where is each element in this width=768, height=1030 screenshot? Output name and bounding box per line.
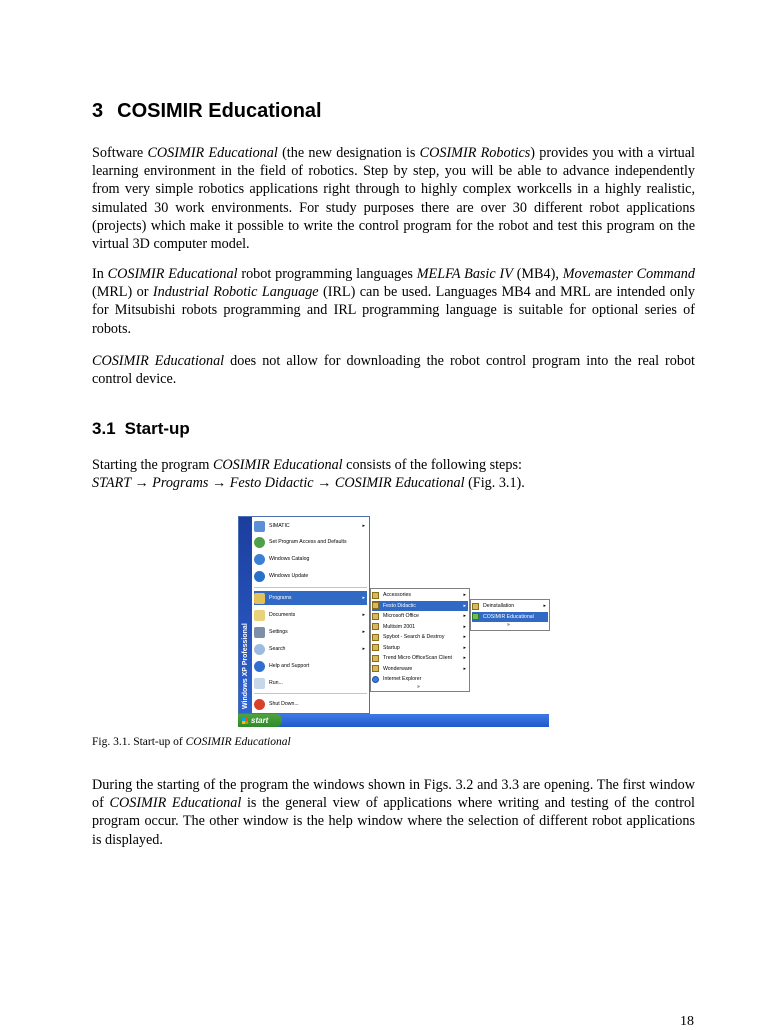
search-icon [254,644,265,655]
paragraph-languages: In COSIMIR Educational robot programming languages MELFA Basic IV (MB4), Movemaster Command (MRL) or Industrial Robotic Language (IRL) can be used. Languages MB4 and MRL are intended only for Mitsubishi robots programming and IRL programming language is suitable for optional series of robots. [92,266,695,337]
figure-start-menu [238,516,549,727]
more-chevron-icon[interactable]: » [417,684,420,690]
simatic-icon [254,521,265,532]
start-menu-items [252,517,369,713]
paragraph-download: COSIMIR Educational does not allow for downloading the robot control program into the real robot control device. [92,353,695,388]
settings-icon [254,627,265,638]
start-menu-item-windows-update[interactable]: Windows Update [254,569,367,583]
folder-icon [372,644,379,651]
programs-item-accessories[interactable]: Accessories ▸ [372,590,468,601]
start-menu-item-search[interactable]: Search ▸ [254,642,367,656]
folder-icon [372,655,379,662]
start-menu-item-run[interactable]: Run... [254,676,367,690]
cosimir-app-icon [472,613,479,620]
catalog-icon [254,554,265,565]
menu-divider [254,587,367,588]
run-icon [254,678,265,689]
folder-icon [372,665,379,672]
programs-item-startup[interactable]: Startup ▸ [372,643,468,654]
paragraph-windows: During the starting of the program the windows shown in Figs. 3.2 and 3.3 are opening. The first window of COSIMIR Educational is the general view of applications where writing and testing of the control program occur. The other window is the help window where the selection of different robot applications is displayed. [92,777,695,848]
start-menu-item-windows-catalog[interactable]: Windows Catalog [254,552,367,566]
start-menu-item-program-access[interactable]: Set Program Access and Defaults [254,535,367,549]
internet-explorer-icon [372,676,379,683]
programs-icon [254,593,265,604]
programs-submenu [370,588,470,692]
programs-item-festo-didactic[interactable]: Festo Didactic ▸ [372,601,468,612]
help-icon [254,661,265,672]
festo-submenu [470,599,550,631]
programs-item-spybot[interactable]: Spybot - Search & Destroy ▸ [372,632,468,643]
documents-icon [254,610,265,621]
folder-icon [372,602,379,609]
windows-logo-icon [242,718,248,724]
folder-icon [372,592,379,599]
more-chevron-icon[interactable]: » [507,622,510,628]
programs-item-trend-micro[interactable]: Trend Micro OfficeScan Client ▸ [372,653,468,664]
start-menu-item-shut-down[interactable]: Shut Down... [254,697,367,711]
folder-icon [372,634,379,641]
start-menu-side-banner: Windows XP Professional [239,517,252,713]
paragraph-startup-steps: Starting the program COSIMIR Educational consists of the following steps: START → Programs → Festo Didactic → COSIMIR Educational (Fig. 3.1). [92,457,525,492]
start-menu-item-simatic[interactable]: SIMATIC ▸ [254,519,367,533]
program-access-icon [254,537,265,548]
start-menu-item-settings[interactable]: Settings ▸ [254,625,367,639]
programs-item-microsoft-office[interactable]: Microsoft Office ▸ [372,611,468,622]
programs-item-wonderware[interactable]: Wonderware ▸ [372,664,468,675]
start-menu [238,516,370,714]
programs-item-multisim[interactable]: Multisim 2001 ▸ [372,622,468,633]
start-menu-item-help[interactable]: Help and Support [254,659,367,673]
folder-icon [472,603,479,610]
start-menu-item-programs[interactable]: Programs ▸ [254,591,367,605]
start-button[interactable]: start [238,714,282,727]
figure-caption: Fig. 3.1. Start-up of COSIMIR Educational [92,736,291,748]
festo-item-cosimir-educational[interactable]: COSIMIR Educational [472,612,548,623]
section-heading: 3 COSIMIR Educational [92,100,322,122]
paragraph-intro: Software COSIMIR Educational (the new designation is COSIMIR Robotics) provides you with a virtual learning environment in the field of robotics. Step by step, you will be able to advance independently from very simple robotics applications right through to highly complex workcells in a highly realistic, simulated 30 work environments. For study purposes there are over 30 different robot applications (projects) which make it possible to write the control program for the robot and test this program on the virtual 3D computer model. [92,145,695,253]
start-menu-item-documents[interactable]: Documents ▸ [254,608,367,622]
festo-item-deinstallation[interactable]: Deinstallation ▸ [472,601,548,612]
taskbar [238,714,549,727]
programs-item-internet-explorer[interactable]: Internet Explorer [372,674,468,685]
menu-divider [254,693,367,694]
subsection-heading: 3.1 Start-up [92,419,190,438]
update-icon [254,571,265,582]
power-icon [254,699,265,710]
folder-icon [372,613,379,620]
page-number: 18 [680,1014,694,1029]
folder-icon [372,623,379,630]
